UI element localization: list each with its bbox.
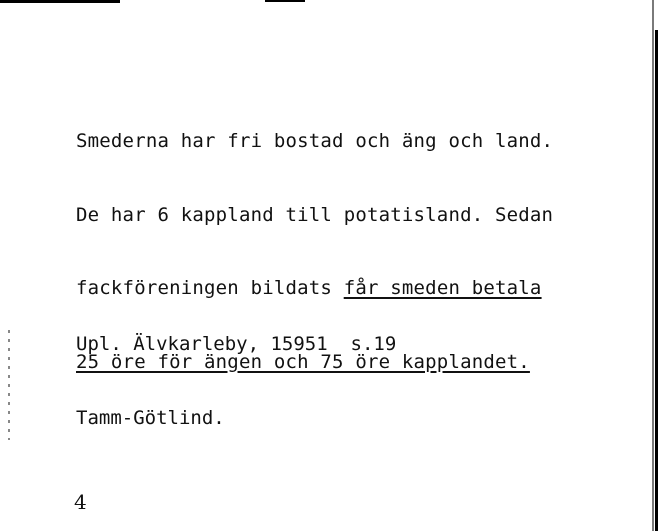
body-line-underlined: 25 öre för ängen och 75 öre kapplandet. bbox=[76, 350, 530, 373]
card-edge-top-mark bbox=[265, 0, 305, 2]
card-edge-top bbox=[0, 0, 120, 3]
body-line bbox=[76, 203, 553, 228]
body-line-text: fackföreningen bildats bbox=[76, 277, 344, 299]
body-line bbox=[76, 129, 553, 154]
card-edge-right-shadow bbox=[652, 0, 654, 531]
card-edge-left-marks bbox=[8, 330, 10, 440]
body-line-text: De har 6 kappland till potatisland. Sedan bbox=[76, 203, 554, 226]
body-line-underlined: får smeden betala bbox=[343, 277, 542, 299]
body-line-text: Smederna har fri bostad och äng och land. bbox=[76, 130, 554, 152]
reference-line: Upl. Älvkarleby, 15951 s.19 bbox=[76, 333, 397, 355]
collector-name: Tamm-Götlind. bbox=[76, 406, 225, 429]
page-number: 4 bbox=[74, 490, 87, 514]
card-reference bbox=[76, 283, 396, 479]
